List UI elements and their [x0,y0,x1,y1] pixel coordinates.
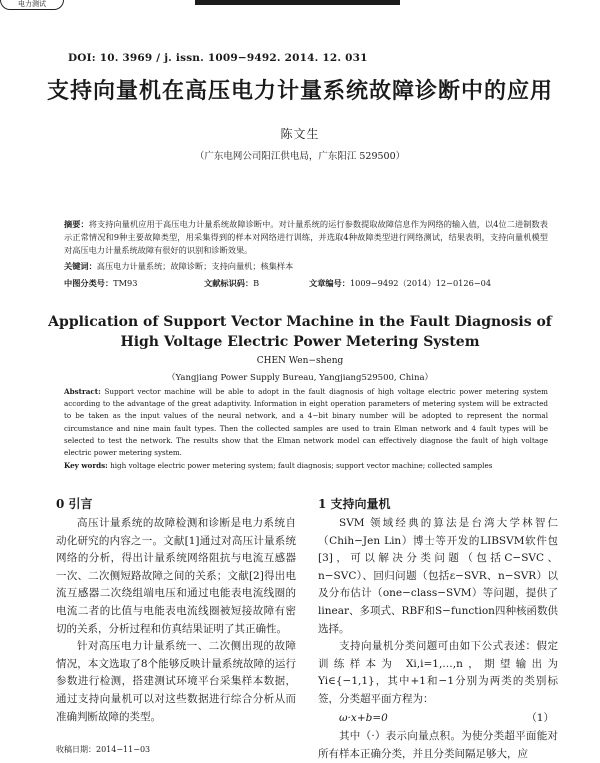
left-column [56,496,296,726]
abstract-chinese [64,218,548,257]
section-1-paragraph-2: 支持向量机分类问题可由如下公式表述：假定训练样本为 Xi,i=1,…,n，期望输出为 Yi∈{−1,1}，其中+1和−1分别为两类的类别标签，分类超平面方程为： [318,640,558,705]
author-english: CHEN Wen−sheng [256,356,344,366]
keywords-chinese-label: 关键词： [64,261,97,271]
abstract-english [64,386,548,459]
title-chinese: 支持向量机在高压电力计量系统故障诊断中的应用 [46,78,553,104]
section-0-paragraph-2: 针对高压电力计量系统一、二次侧出现的故障情况，本文选取了8个能够反映计量系统故障的运行参数进行检测，搭建测试环境平台采集样本数据，通过支持向量机可以对这些数据进行综合分析从而准确判断故障的类型。 [56,640,296,723]
keywords-chinese-text: 高压电力计量系统；故障诊断；支持向量机；核集样本 [96,261,294,271]
equation-1 [318,710,558,728]
abstract-chinese-text: 将支持向量机应用于高压电力计量系统故障诊断中。对计量系统的运行参数提取故障信息作为网络的输入值，以4位二进制数表示正常情况和9种主要故障类型，用采集得到的样本对网络进行训练，并选取4种故障类型进行网络测试，结果表明，支持向量机模型对高压电力计量系统故障有很好的识别和诊断效果。 [64,219,548,255]
section-0-paragraph-1: 高压计量系统的故障检测和诊断是电力系统自动化研究的内容之一。文献[1]通过对高压计量系统网络的分析，得出计量系统网络阻抗与电流互感器一次、二次侧短路故障之间的关系；文献[2]得出电流互感器二次绕组端电压和通过电能表电流线圈的电流二者的比值与电能表电流线圈被短接故障有密切的关系，分析过程和仿真结果证明了其正确性。 [56,517,296,635]
journal-header-bar [0,0,600,12]
affiliation-english: （Yangjiang Power Supply Bureau, Yangjiang529500, China） [166,373,434,383]
received-date: 收稿日期：2014−11−03 [56,745,151,754]
journal-logo: 电力测试 [0,0,64,10]
keywords-english-label: Key words: [64,461,108,470]
abstract-chinese-label: 摘要： [64,219,89,229]
author-chinese: 陈文生 [280,127,320,141]
doi: DOI: 10. 3969 / j. issn. 1009−9492. 2014. 12. 031 [68,52,368,64]
equation-1-number: （1） [526,711,554,724]
document-code: 文献标识码：B [204,278,260,288]
section-0-heading: 0 引言 [56,497,93,511]
keywords-chinese [64,261,293,272]
section-1-paragraph-1: SVM 领域经典的算法是台湾大学林智仁（Chih−Jen Lin）博士等开发的LIBSVM软件包[3]，可以解决分类问题（包括C−SVC、n−SVC）、回归问题（包括ε−SVR、n−SVR）以及分布估计（one−class−SVM）等问题，提供了linear、多项式、RBF和S−function四种核函数供选择。 [318,517,558,635]
section-1-heading: 1 支持向量机 [318,497,391,511]
keywords-english-text: high voltage electric power metering system; fault diagnosis; support vector machine; collected samples [107,461,493,470]
clc-number: 中图分类号：TM93 [64,278,138,288]
title-english: Application of Support Vector Machine in the Fault Diagnosis of High Voltage Electric Power Metering System [48,314,552,350]
abstract-english-label: Abstract: [64,387,101,396]
affiliation-chinese: （广东电网公司阳江供电局，广东阳江 529500） [194,151,406,162]
equation-1-body: ω·x+b=0 [339,711,388,724]
abstract-english-text: Support vector machine will be able to adopt in the fault diagnosis of high voltage electric power metering system according to the advantage of the great adaptivity. Information in eight operation parameters of metering system will be extracted to be taken as the input values of the neural network, and a 4−bit binary number will be adopted to represent the normal circumstance and nine main fault types. Then the collected samples are used to train Elman network and 4 fault types will be selected to test the network. The results show that the Elman network model can effectively diagnose the fault of high voltage electric power metering system. [64,387,548,458]
journal-title-strip [195,0,400,5]
article-number: 文章编号：1009−9492（2014）12−0126−04 [309,278,492,288]
right-column [318,496,558,763]
keywords-english [64,461,492,470]
section-1-paragraph-3: 其中（·）表示向量点积。为使分类超平面能对所有样本正确分类，并且分类间隔足够大，应 [318,730,558,760]
